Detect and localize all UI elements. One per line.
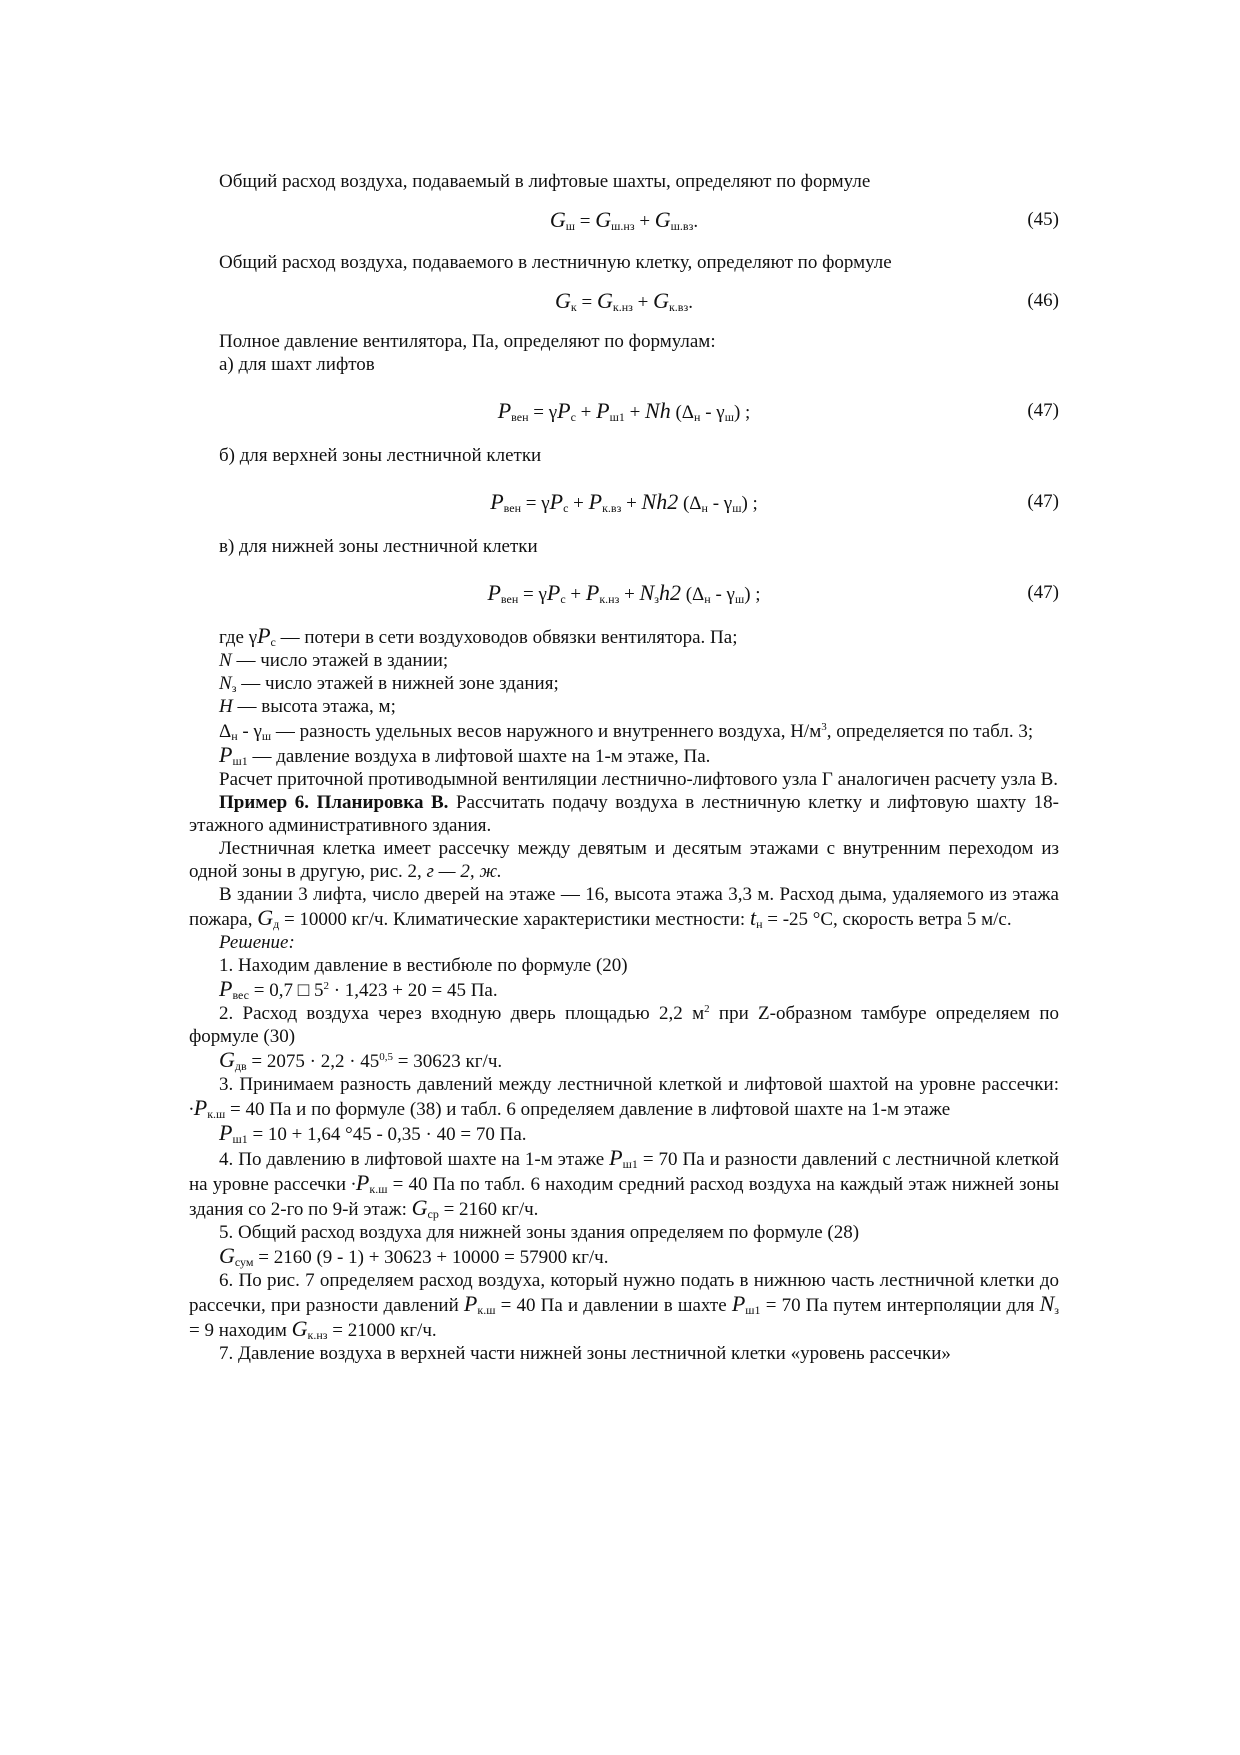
- step-1: 1. Находим давление в вестибюле по формуле (20): [219, 955, 628, 976]
- equation-number: (47): [1027, 491, 1059, 512]
- document-page: [189, 170, 1059, 1365]
- paragraph-stair-air: Общий расход воздуха, подаваемого в лестничную клетку, определяют по формуле: [219, 252, 892, 273]
- step-6: 6. По рис. 7 определяем расход воздуха, который нужно подать в нижнюю часть лестничной клетки до рассечки, при разности давлений $P_{к.ш} = 40$ Па и давлении в шахте $P_{ш1} = 70$ Па путем интерполяции для $N_з = 9$ находим $G_{к.нз} = 21000$ кг/ч.: [189, 1270, 1060, 1342]
- h-definition: H — высота этажа, м;: [219, 696, 396, 717]
- paragraph-shaft-air: Общий расход воздуха, подаваемый в лифтовые шахты, определяют по формуле: [219, 171, 871, 192]
- step-3: 3. Принимаем разность давлений между лестничной клеткой и лифтовой шахтой на уровне рассечки: $\cdot P_{к.ш} = 40$ Па и по формуле (38) и табл. 6 определяем давление в лифтовой шахте на 1-м этаже: [189, 1074, 1059, 1121]
- stair-paragraph: Лестничная клетка имеет рассечку между девятым и десятым этажами с внутренним переходом из одной зоны в другую, рис. 2, г — 2, ж.: [189, 838, 1059, 882]
- equation-number: (46): [1027, 290, 1059, 311]
- step-2-equation: $G_{дв} = 2075 \cdot 2,2 \cdot 45^{0,5} = 30623$ кг/ч.: [219, 1047, 503, 1073]
- paragraph-fan-pressure: Полное давление вентилятора, Па, определяют по формулам:: [219, 331, 716, 352]
- step-4: 4. По давлению в лифтовой шахте на 1-м этаже $P_{ш1} = 70$ Па и разности давлений с лестничной клеткой на уровне рассечки $\cdot P_{к.ш} = 40$ Па по табл. 6 находим средний расход воздуха на каждый этаж нижней зоны здания со 2-го по 9-й этаж: $G_{ср} = 2160$ кг/ч.: [189, 1145, 1059, 1221]
- step-1-equation: $P_{вес} = 0,7$ □ $5^2 \cdot 1,423 + 20 = 45$ Па.: [219, 976, 498, 1002]
- step-3-equation: $P_{ш1} = 10 + 1,64$ °45 - 0,35 · 40 = 70 Па.: [219, 1120, 527, 1146]
- solution-label: Решение:: [219, 932, 295, 953]
- equation-45: $G_ш = G_{ш.нз} + G_{ш.вз}$. (45): [549, 207, 1059, 233]
- equation-46: $G_к = G_{к.нз} + G_{к.вз}$. (46): [555, 288, 1059, 314]
- example-paragraph: Пример 6. Планировка В. Рассчитать подачу воздуха в лестничную клетку и лифтовую шахту 18- этажного административного здания.: [189, 792, 1059, 836]
- step-7: 7. Давление воздуха в верхней части нижней зоны лестничной клетки «уровень рассечки»: [219, 1343, 951, 1364]
- equation-47c: $P_{вен} = \gamma P_с + P_{к.нз} + N_зh2$ $(\Delta_н - \gamma_ш)$ ; (47): [487, 580, 1059, 606]
- item-c: в) для нижней зоны лестничной клетки: [219, 536, 538, 557]
- equation-number: (47): [1027, 400, 1059, 421]
- equation-47b: $P_{вен} = \gamma P_с + P_{к.вз} + Nh2$ $(\Delta_н - \gamma_ш)$ ; (47): [490, 489, 1059, 515]
- step-5-equation: $G_{сум} = 2160$ (9 - 1) + 30623 + 10000 = 57900 кг/ч.: [219, 1243, 609, 1269]
- calc-paragraph: Расчет приточной противодымной вентиляции лестнично-лифтового узла Г аналогичен расчету узла В.: [219, 769, 1059, 790]
- nz-definition: $N_з$ — число этажей в нижней зоне здания;: [219, 673, 559, 695]
- step-2: 2. Расход воздуха через входную дверь площадью 2,2 $м^2$ при Z-образном тамбуре определяем по формуле (30): [189, 1003, 1059, 1047]
- item-a: а) для шахт лифтов: [219, 354, 375, 375]
- item-b: б) для верхней зоны лестничной клетки: [219, 445, 542, 466]
- building-paragraph: В здании 3 лифта, число дверей на этаже — 16, высота этажа 3,3 м. Расход дыма, удаляемого из этажа пожара, $G_д = 10000$ кг/ч. Климатические характеристики местности: $t_н = -25$ °С, скорость ветра 5 м/с.: [189, 884, 1059, 931]
- equation-number: (47): [1027, 582, 1059, 603]
- n-definition: N — число этажей в здании;: [219, 650, 449, 671]
- where-line: где $\gamma P_с$ — потери в сети воздуховодов обвязки вентилятора. Па;: [219, 623, 738, 649]
- step-5: 5. Общий расход воздуха для нижней зоны здания определяем по формуле (28): [219, 1222, 860, 1243]
- equation-47a: $P_{вен} = \gamma P_с + P_{ш1} + Nh$ $(\Delta_н - \gamma_ш)$ ; (47): [497, 398, 1059, 424]
- equation-number: (45): [1027, 209, 1059, 230]
- delta-definition: $\Delta_н - \gamma_ш$ — разность удельных весов наружного и внутреннего воздуха, $Н/м^3$, определяется по табл. 3;: [219, 721, 1034, 743]
- p-definition: $P_{ш1}$ — давление воздуха в лифтовой шахте на 1-м этаже, Па.: [219, 742, 711, 768]
